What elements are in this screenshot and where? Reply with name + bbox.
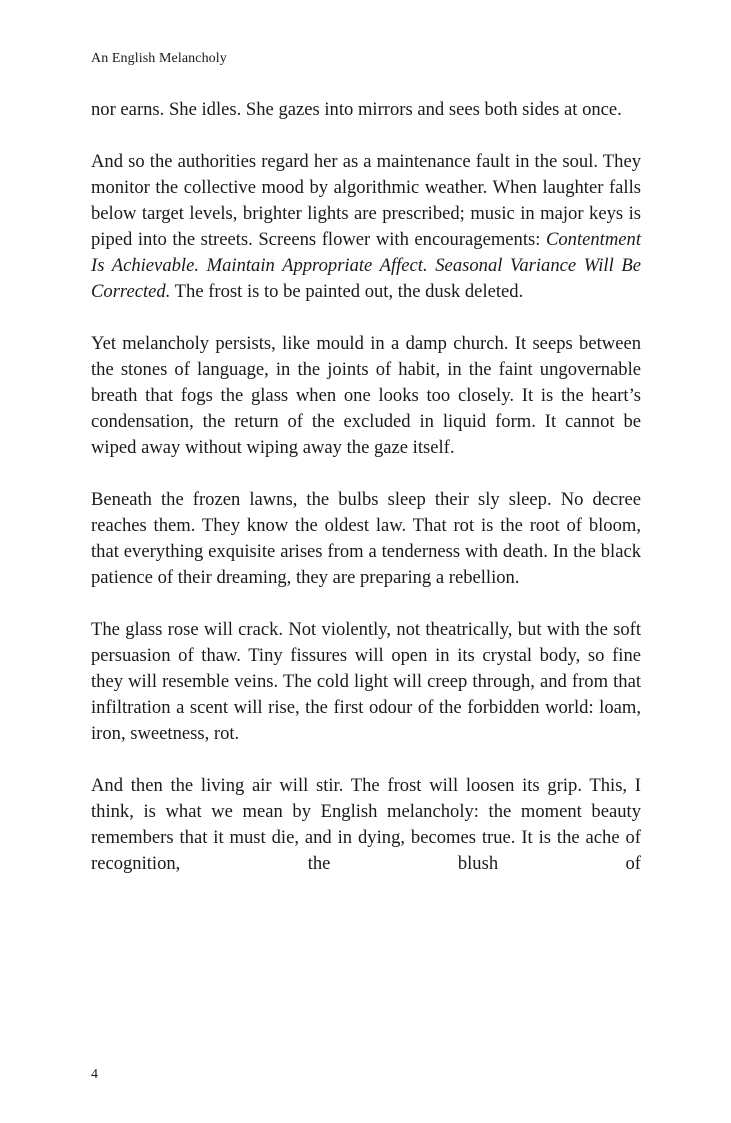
paragraph-2 [91, 149, 641, 305]
paragraph-2-italic-slogans: Contentment Is Achievable. Maintain Appropriate Affect. Seasonal Variance Will Be Corrected. [91, 229, 641, 302]
page-number: 4 [91, 1067, 98, 1082]
body-text [91, 97, 641, 903]
paragraph-2-text-start: And so the authorities regard her as a maintenance fault in the soul. They monitor the collective mood by algorithmic weather. When laughter falls below target levels, brighter lights are prescribed; music in major keys is piped into the streets. Screens flower with encouragements: [91, 151, 641, 250]
paragraph-1: nor earns. She idles. She gazes into mirrors and sees both sides at once. [91, 99, 622, 120]
paragraph-2-text-end: The frost is to be painted out, the dusk deleted. [170, 281, 524, 302]
running-header: An English Melancholy [91, 51, 227, 66]
paragraph-6: And then the living air will stir. The frost will loosen its grip. This, I think, is what we mean by English melancholy: the moment beauty remembers that it must die, and in dying, becomes true. It is the ache of recognition, the blush of [91, 775, 641, 874]
paragraph-3: Yet melancholy persists, like mould in a damp church. It seeps between the stones of language, in the joints of habit, in the faint ungovernable breath that fogs the glass when one looks too closely. It is the heart’s condensation, the return of the excluded in liquid form. It cannot be wiped away without wiping away the gaze itself. [91, 333, 641, 458]
paragraph-4: Beneath the frozen lawns, the bulbs sleep their sly sleep. No decree reaches them. They know the oldest law. That rot is the root of bloom, that everything exquisite arises from a tenderness with death. In the black patience of their dreaming, they are preparing a rebellion. [91, 489, 641, 588]
paragraph-5: The glass rose will crack. Not violently, not theatrically, but with the soft persuasion of thaw. Tiny fissures will open in its crystal body, so fine they will resemble veins. The cold light will creep through, and from that infiltration a scent will rise, the first odour of the forbidden world: loam, iron, sweetness, rot. [91, 619, 641, 744]
